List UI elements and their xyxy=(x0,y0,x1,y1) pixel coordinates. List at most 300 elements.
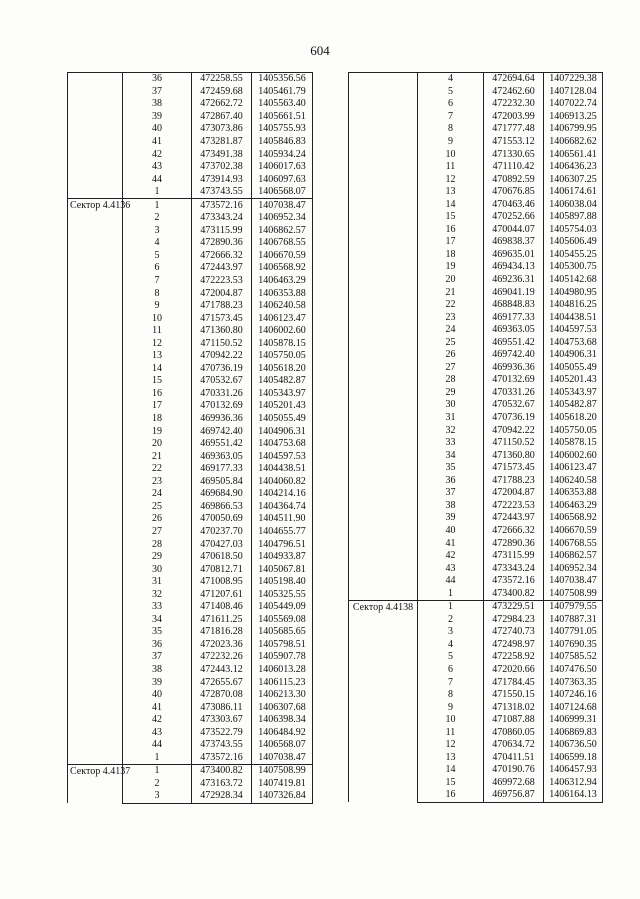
y-coordinate-cell: 1407022.74 xyxy=(544,98,603,111)
y-coordinate-cell: 1406307.68 xyxy=(252,701,313,714)
x-coordinate-cell: 471150.52 xyxy=(484,437,544,450)
point-number-cell: 9 xyxy=(418,136,484,149)
y-coordinate-cell: 1405606.49 xyxy=(544,236,603,249)
y-coordinate-cell: 1406913.25 xyxy=(544,111,603,124)
y-coordinate-cell: 1405455.25 xyxy=(544,249,603,262)
point-number-cell: 42 xyxy=(123,714,192,727)
point-number-cell: 6 xyxy=(418,98,484,111)
x-coordinate-cell: 469177.33 xyxy=(484,311,544,324)
sector-label: Сектор 4.4136 xyxy=(68,199,123,765)
point-number-cell: 17 xyxy=(418,236,484,249)
y-coordinate-cell: 1405055.49 xyxy=(544,362,603,375)
point-number-cell: 28 xyxy=(123,538,192,551)
y-coordinate-cell: 1405449.09 xyxy=(252,601,313,614)
point-number-cell: 22 xyxy=(418,299,484,312)
point-number-cell: 39 xyxy=(418,512,484,525)
x-coordinate-cell: 470190.76 xyxy=(484,764,544,777)
point-number-cell: 1 xyxy=(418,587,484,600)
y-coordinate-cell: 1407585.52 xyxy=(544,651,603,664)
x-coordinate-cell: 473163.72 xyxy=(192,778,252,791)
x-coordinate-cell: 471777.48 xyxy=(484,123,544,136)
x-coordinate-cell: 473400.82 xyxy=(484,587,544,600)
y-coordinate-cell: 1404906.31 xyxy=(252,425,313,438)
y-coordinate-cell: 1406568.07 xyxy=(252,186,313,199)
x-coordinate-cell: 470252.66 xyxy=(484,211,544,224)
point-number-cell: 11 xyxy=(123,325,192,338)
x-coordinate-cell: 470237.70 xyxy=(192,526,252,539)
point-number-cell: 9 xyxy=(123,300,192,313)
point-number-cell: 4 xyxy=(418,73,484,86)
point-number-cell: 7 xyxy=(418,676,484,689)
y-coordinate-cell: 1404655.77 xyxy=(252,526,313,539)
y-coordinate-cell: 1406862.57 xyxy=(252,225,313,238)
x-coordinate-cell: 472666.32 xyxy=(192,250,252,263)
point-number-cell: 3 xyxy=(123,225,192,238)
table-row xyxy=(349,73,603,86)
x-coordinate-cell: 470411.51 xyxy=(484,752,544,765)
y-coordinate-cell: 1406561.41 xyxy=(544,148,603,161)
y-coordinate-cell: 1407326.84 xyxy=(252,790,313,803)
point-number-cell: 19 xyxy=(418,261,484,274)
y-coordinate-cell: 1406115.23 xyxy=(252,676,313,689)
y-coordinate-cell: 1407229.38 xyxy=(544,73,603,86)
y-coordinate-cell: 1406568.92 xyxy=(544,512,603,525)
x-coordinate-cell: 471318.02 xyxy=(484,701,544,714)
x-coordinate-cell: 472870.08 xyxy=(192,689,252,702)
point-number-cell: 44 xyxy=(418,575,484,588)
x-coordinate-cell: 472223.53 xyxy=(192,275,252,288)
table-row xyxy=(68,73,313,86)
y-coordinate-cell: 1405356.56 xyxy=(252,73,313,86)
x-coordinate-cell: 471788.23 xyxy=(484,475,544,488)
y-coordinate-cell: 1404906.31 xyxy=(544,349,603,362)
x-coordinate-cell: 470132.69 xyxy=(192,400,252,413)
y-coordinate-cell: 1406999.31 xyxy=(544,714,603,727)
y-coordinate-cell: 1406017.63 xyxy=(252,161,313,174)
point-number-cell: 8 xyxy=(123,287,192,300)
point-number-cell: 10 xyxy=(418,148,484,161)
y-coordinate-cell: 1407128.04 xyxy=(544,86,603,99)
point-number-cell: 24 xyxy=(123,488,192,501)
point-number-cell: 2 xyxy=(418,614,484,627)
y-coordinate-cell: 1407363.35 xyxy=(544,676,603,689)
y-coordinate-cell: 1406670.59 xyxy=(252,250,313,263)
x-coordinate-cell: 470331.26 xyxy=(484,387,544,400)
point-number-cell: 16 xyxy=(418,224,484,237)
point-number-cell: 8 xyxy=(418,689,484,702)
point-number-cell: 7 xyxy=(123,275,192,288)
y-coordinate-cell: 1405055.49 xyxy=(252,413,313,426)
y-coordinate-cell: 1404060.82 xyxy=(252,476,313,489)
point-number-cell: 2 xyxy=(123,778,192,791)
x-coordinate-cell: 473702.38 xyxy=(192,161,252,174)
point-number-cell: 40 xyxy=(123,123,192,136)
y-coordinate-cell: 1405661.51 xyxy=(252,111,313,124)
point-number-cell: 18 xyxy=(418,249,484,262)
x-coordinate-cell: 472223.53 xyxy=(484,500,544,513)
x-coordinate-cell: 469838.37 xyxy=(484,236,544,249)
point-number-cell: 32 xyxy=(123,588,192,601)
x-coordinate-cell: 470634.72 xyxy=(484,739,544,752)
point-number-cell: 43 xyxy=(123,161,192,174)
x-coordinate-cell: 470812.71 xyxy=(192,563,252,576)
x-coordinate-cell: 473343.24 xyxy=(192,212,252,225)
y-coordinate-cell: 1406240.58 xyxy=(544,475,603,488)
y-coordinate-cell: 1405142.68 xyxy=(544,274,603,287)
point-number-cell: 13 xyxy=(418,752,484,765)
y-coordinate-cell: 1406213.30 xyxy=(252,689,313,702)
y-coordinate-cell: 1406952.34 xyxy=(544,562,603,575)
point-number-cell: 11 xyxy=(418,726,484,739)
point-number-cell: 39 xyxy=(123,676,192,689)
point-number-cell: 24 xyxy=(418,324,484,337)
x-coordinate-cell: 469434.13 xyxy=(484,261,544,274)
point-number-cell: 41 xyxy=(418,537,484,550)
point-number-cell: 30 xyxy=(418,399,484,412)
point-number-cell: 29 xyxy=(123,551,192,564)
x-coordinate-cell: 470532.67 xyxy=(484,399,544,412)
x-coordinate-cell: 469972.68 xyxy=(484,777,544,790)
x-coordinate-cell: 472498.97 xyxy=(484,639,544,652)
y-coordinate-cell: 1405878.15 xyxy=(252,337,313,350)
point-number-cell: 39 xyxy=(123,111,192,124)
x-coordinate-cell: 470736.19 xyxy=(484,412,544,425)
point-number-cell: 13 xyxy=(418,186,484,199)
x-coordinate-cell: 472232.30 xyxy=(484,98,544,111)
point-number-cell: 21 xyxy=(123,450,192,463)
point-number-cell: 6 xyxy=(418,664,484,677)
y-coordinate-cell: 1404214.16 xyxy=(252,488,313,501)
point-number-cell: 5 xyxy=(418,651,484,664)
x-coordinate-cell: 473743.55 xyxy=(192,739,252,752)
point-number-cell: 22 xyxy=(123,463,192,476)
y-coordinate-cell: 1406736.50 xyxy=(544,739,603,752)
y-coordinate-cell: 1404980.95 xyxy=(544,286,603,299)
y-coordinate-cell: 1406862.57 xyxy=(544,550,603,563)
y-coordinate-cell: 1407690.35 xyxy=(544,639,603,652)
y-coordinate-cell: 1406174.61 xyxy=(544,186,603,199)
y-coordinate-cell: 1406484.92 xyxy=(252,726,313,739)
x-coordinate-cell: 473086.11 xyxy=(192,701,252,714)
x-coordinate-cell: 472443.97 xyxy=(192,262,252,275)
x-coordinate-cell: 471360.80 xyxy=(484,449,544,462)
y-coordinate-cell: 1405685.65 xyxy=(252,626,313,639)
y-coordinate-cell: 1405461.79 xyxy=(252,86,313,99)
y-coordinate-cell: 1405482.87 xyxy=(252,375,313,388)
point-number-cell: 5 xyxy=(418,86,484,99)
x-coordinate-cell: 473572.16 xyxy=(192,752,252,765)
y-coordinate-cell: 1405201.43 xyxy=(252,400,313,413)
point-number-cell: 31 xyxy=(123,576,192,589)
point-number-cell: 27 xyxy=(123,526,192,539)
point-number-cell: 38 xyxy=(123,664,192,677)
y-coordinate-cell: 1404753.68 xyxy=(544,336,603,349)
coordinates-table-left xyxy=(67,72,313,804)
x-coordinate-cell: 469363.05 xyxy=(192,450,252,463)
y-coordinate-cell: 1406353.88 xyxy=(544,487,603,500)
y-coordinate-cell: 1404753.68 xyxy=(252,438,313,451)
y-coordinate-cell: 1405618.20 xyxy=(544,412,603,425)
point-number-cell: 40 xyxy=(418,525,484,538)
point-number-cell: 13 xyxy=(123,350,192,363)
point-number-cell: 31 xyxy=(418,412,484,425)
y-coordinate-cell: 1406599.18 xyxy=(544,752,603,765)
x-coordinate-cell: 471611.25 xyxy=(192,614,252,627)
x-coordinate-cell: 469742.40 xyxy=(484,349,544,362)
y-coordinate-cell: 1406097.63 xyxy=(252,173,313,186)
point-number-cell: 10 xyxy=(123,312,192,325)
y-coordinate-cell: 1406682.62 xyxy=(544,136,603,149)
point-number-cell: 34 xyxy=(123,614,192,627)
point-number-cell: 43 xyxy=(123,726,192,739)
point-number-cell: 17 xyxy=(123,400,192,413)
point-number-cell: 33 xyxy=(123,601,192,614)
point-number-cell: 40 xyxy=(123,689,192,702)
x-coordinate-cell: 470892.59 xyxy=(484,173,544,186)
y-coordinate-cell: 1405798.51 xyxy=(252,639,313,652)
y-coordinate-cell: 1406013.28 xyxy=(252,664,313,677)
x-coordinate-cell: 472023.36 xyxy=(192,639,252,652)
y-coordinate-cell: 1406952.34 xyxy=(252,212,313,225)
point-number-cell: 21 xyxy=(418,286,484,299)
x-coordinate-cell: 471110.42 xyxy=(484,161,544,174)
x-coordinate-cell: 471553.12 xyxy=(484,136,544,149)
y-coordinate-cell: 1406568.07 xyxy=(252,739,313,752)
x-coordinate-cell: 472662.72 xyxy=(192,98,252,111)
y-coordinate-cell: 1406164.13 xyxy=(544,789,603,802)
point-number-cell: 7 xyxy=(418,111,484,124)
point-number-cell: 1 xyxy=(123,186,192,199)
point-number-cell: 44 xyxy=(123,173,192,186)
x-coordinate-cell: 472004.87 xyxy=(192,287,252,300)
point-number-cell: 42 xyxy=(123,148,192,161)
y-coordinate-cell: 1406240.58 xyxy=(252,300,313,313)
x-coordinate-cell: 473281.87 xyxy=(192,136,252,149)
coordinates-table-right xyxy=(348,72,603,803)
y-coordinate-cell: 1406123.47 xyxy=(544,462,603,475)
x-coordinate-cell: 472890.36 xyxy=(192,237,252,250)
x-coordinate-cell: 472666.32 xyxy=(484,525,544,538)
x-coordinate-cell: 470618.50 xyxy=(192,551,252,564)
x-coordinate-cell: 471816.28 xyxy=(192,626,252,639)
y-coordinate-cell: 1405878.15 xyxy=(544,437,603,450)
x-coordinate-cell: 469635.01 xyxy=(484,249,544,262)
x-coordinate-cell: 470676.85 xyxy=(484,186,544,199)
y-coordinate-cell: 1406869.83 xyxy=(544,726,603,739)
x-coordinate-cell: 472459.68 xyxy=(192,86,252,99)
y-coordinate-cell: 1407124.68 xyxy=(544,701,603,714)
y-coordinate-cell: 1405846.83 xyxy=(252,136,313,149)
sector-label xyxy=(68,73,123,199)
x-coordinate-cell: 469742.40 xyxy=(192,425,252,438)
x-coordinate-cell: 473572.16 xyxy=(192,199,252,212)
y-coordinate-cell: 1406436.23 xyxy=(544,161,603,174)
point-number-cell: 33 xyxy=(418,437,484,450)
x-coordinate-cell: 470532.67 xyxy=(192,375,252,388)
point-number-cell: 14 xyxy=(418,198,484,211)
x-coordinate-cell: 472928.34 xyxy=(192,790,252,803)
y-coordinate-cell: 1406799.95 xyxy=(544,123,603,136)
y-coordinate-cell: 1404438.51 xyxy=(252,463,313,476)
point-number-cell: 41 xyxy=(123,136,192,149)
point-number-cell: 14 xyxy=(123,363,192,376)
x-coordinate-cell: 469505.84 xyxy=(192,476,252,489)
y-coordinate-cell: 1405934.24 xyxy=(252,148,313,161)
sector-label: Сектор 4.4137 xyxy=(68,765,123,804)
y-coordinate-cell: 1405300.75 xyxy=(544,261,603,274)
point-number-cell: 37 xyxy=(123,651,192,664)
y-coordinate-cell: 1405201.43 xyxy=(544,374,603,387)
point-number-cell: 36 xyxy=(123,73,192,86)
point-number-cell: 2 xyxy=(123,212,192,225)
x-coordinate-cell: 472867.40 xyxy=(192,111,252,124)
page-number: 604 xyxy=(310,43,330,58)
point-number-cell: 12 xyxy=(418,173,484,186)
y-coordinate-cell: 1407887.31 xyxy=(544,614,603,627)
x-coordinate-cell: 469551.42 xyxy=(484,336,544,349)
y-coordinate-cell: 1405569.08 xyxy=(252,614,313,627)
x-coordinate-cell: 472443.97 xyxy=(484,512,544,525)
point-number-cell: 28 xyxy=(418,374,484,387)
y-coordinate-cell: 1405198.40 xyxy=(252,576,313,589)
x-coordinate-cell: 471573.45 xyxy=(484,462,544,475)
x-coordinate-cell: 469177.33 xyxy=(192,463,252,476)
point-number-cell: 35 xyxy=(123,626,192,639)
x-coordinate-cell: 473400.82 xyxy=(192,765,252,778)
x-coordinate-cell: 472462.60 xyxy=(484,86,544,99)
x-coordinate-cell: 472890.36 xyxy=(484,537,544,550)
point-number-cell: 26 xyxy=(418,349,484,362)
x-coordinate-cell: 472258.92 xyxy=(484,651,544,664)
y-coordinate-cell: 1407038.47 xyxy=(252,752,313,765)
y-coordinate-cell: 1405618.20 xyxy=(252,363,313,376)
x-coordinate-cell: 473914.93 xyxy=(192,173,252,186)
y-coordinate-cell: 1406670.59 xyxy=(544,525,603,538)
x-coordinate-cell: 471408.46 xyxy=(192,601,252,614)
point-number-cell: 36 xyxy=(418,475,484,488)
y-coordinate-cell: 1404796.51 xyxy=(252,538,313,551)
x-coordinate-cell: 470427.03 xyxy=(192,538,252,551)
y-coordinate-cell: 1407038.47 xyxy=(544,575,603,588)
x-coordinate-cell: 473572.16 xyxy=(484,575,544,588)
y-coordinate-cell: 1404511.90 xyxy=(252,513,313,526)
sector-label: Сектор 4.4138 xyxy=(349,600,418,802)
x-coordinate-cell: 472004.87 xyxy=(484,487,544,500)
point-number-cell: 25 xyxy=(418,336,484,349)
point-number-cell: 25 xyxy=(123,501,192,514)
point-number-cell: 36 xyxy=(123,639,192,652)
y-coordinate-cell: 1405754.03 xyxy=(544,224,603,237)
point-number-cell: 44 xyxy=(123,739,192,752)
x-coordinate-cell: 471087.88 xyxy=(484,714,544,727)
y-coordinate-cell: 1407791.05 xyxy=(544,626,603,639)
point-number-cell: 26 xyxy=(123,513,192,526)
y-coordinate-cell: 1405755.93 xyxy=(252,123,313,136)
point-number-cell: 18 xyxy=(123,413,192,426)
y-coordinate-cell: 1406463.29 xyxy=(252,275,313,288)
y-coordinate-cell: 1405343.97 xyxy=(252,388,313,401)
y-coordinate-cell: 1405907.78 xyxy=(252,651,313,664)
point-number-cell: 10 xyxy=(418,714,484,727)
point-number-cell: 5 xyxy=(123,250,192,263)
point-number-cell: 19 xyxy=(123,425,192,438)
point-number-cell: 38 xyxy=(123,98,192,111)
y-coordinate-cell: 1405325.55 xyxy=(252,588,313,601)
x-coordinate-cell: 470860.05 xyxy=(484,726,544,739)
x-coordinate-cell: 472020.66 xyxy=(484,664,544,677)
point-number-cell: 1 xyxy=(123,752,192,765)
x-coordinate-cell: 469041.19 xyxy=(484,286,544,299)
sector-label xyxy=(349,73,418,601)
y-coordinate-cell: 1404438.51 xyxy=(544,311,603,324)
x-coordinate-cell: 471330.65 xyxy=(484,148,544,161)
point-number-cell: 43 xyxy=(418,562,484,575)
point-number-cell: 32 xyxy=(418,424,484,437)
point-number-cell: 1 xyxy=(418,600,484,613)
x-coordinate-cell: 470132.69 xyxy=(484,374,544,387)
x-coordinate-cell: 469363.05 xyxy=(484,324,544,337)
x-coordinate-cell: 470463.46 xyxy=(484,198,544,211)
x-coordinate-cell: 470736.19 xyxy=(192,363,252,376)
x-coordinate-cell: 473743.55 xyxy=(192,186,252,199)
point-number-cell: 1 xyxy=(123,199,192,212)
point-number-cell: 20 xyxy=(123,438,192,451)
point-number-cell: 16 xyxy=(418,789,484,802)
point-number-cell: 15 xyxy=(418,211,484,224)
point-number-cell: 6 xyxy=(123,262,192,275)
table-row xyxy=(349,600,603,613)
point-number-cell: 3 xyxy=(123,790,192,803)
x-coordinate-cell: 473229.51 xyxy=(484,600,544,613)
y-coordinate-cell: 1406002.60 xyxy=(252,325,313,338)
y-coordinate-cell: 1404597.53 xyxy=(544,324,603,337)
y-coordinate-cell: 1406457.93 xyxy=(544,764,603,777)
x-coordinate-cell: 472232.26 xyxy=(192,651,252,664)
point-number-cell: 9 xyxy=(418,701,484,714)
x-coordinate-cell: 472740.73 xyxy=(484,626,544,639)
x-coordinate-cell: 471360.80 xyxy=(192,325,252,338)
y-coordinate-cell: 1406463.29 xyxy=(544,500,603,513)
y-coordinate-cell: 1405343.97 xyxy=(544,387,603,400)
y-coordinate-cell: 1407419.81 xyxy=(252,778,313,791)
y-coordinate-cell: 1405750.05 xyxy=(544,424,603,437)
x-coordinate-cell: 471788.23 xyxy=(192,300,252,313)
y-coordinate-cell: 1407038.47 xyxy=(252,199,313,212)
point-number-cell: 27 xyxy=(418,362,484,375)
point-number-cell: 4 xyxy=(123,237,192,250)
x-coordinate-cell: 472655.67 xyxy=(192,676,252,689)
point-number-cell: 14 xyxy=(418,764,484,777)
point-number-cell: 35 xyxy=(418,462,484,475)
y-coordinate-cell: 1405067.81 xyxy=(252,563,313,576)
x-coordinate-cell: 473115.99 xyxy=(192,225,252,238)
x-coordinate-cell: 469936.36 xyxy=(484,362,544,375)
x-coordinate-cell: 473115.99 xyxy=(484,550,544,563)
x-coordinate-cell: 471784.45 xyxy=(484,676,544,689)
y-coordinate-cell: 1406353.88 xyxy=(252,287,313,300)
y-coordinate-cell: 1406123.47 xyxy=(252,312,313,325)
point-number-cell: 12 xyxy=(418,739,484,752)
y-coordinate-cell: 1407979.55 xyxy=(544,600,603,613)
x-coordinate-cell: 472003.99 xyxy=(484,111,544,124)
x-coordinate-cell: 473491.38 xyxy=(192,148,252,161)
point-number-cell: 20 xyxy=(418,274,484,287)
x-coordinate-cell: 469866.53 xyxy=(192,501,252,514)
x-coordinate-cell: 471150.52 xyxy=(192,337,252,350)
x-coordinate-cell: 473073.86 xyxy=(192,123,252,136)
x-coordinate-cell: 471207.61 xyxy=(192,588,252,601)
y-coordinate-cell: 1407246.16 xyxy=(544,689,603,702)
